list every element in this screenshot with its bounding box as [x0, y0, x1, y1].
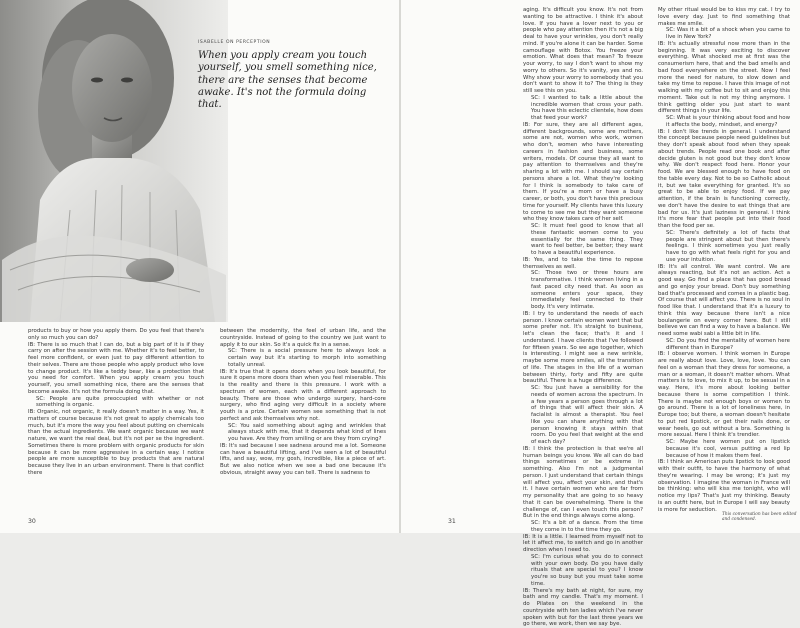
paragraph: IB: I don't like trends in general. I understand the concept because people need guidelines but they don't speak about food when they speak about trends. People read one book and after decide gluten is not good but they don't know why. We don't respect food here. Honor your food. We are blessed enough to have food on the table every day. Not to be so Catholic about it, but we take everything for granted. It's so great to be able to enjoy food. If we pay attention, if the brain is functioning correctly, we don't have the desire to eat things that are bad for us. It's just laziness in general. I think it's more fear that people put into their food than the food per se.	[658, 129, 790, 230]
paragraph: IB: I observe women. I think women in Europe are really about love. Love, love, love. You can feel on a woman that they dress for someone, a man or a woman, it doesn't matter whom. What matters is to love, to mix it up, to be sexual in a way. Here, it's more about looking better because there is some competition I think. There is maybe not enough boys or women to go around. There is a lot of loneliness here, in Europe too; but there, a woman doesn't hesitate to put red lipstick, or get their nails done, or wear heels, go out without a bra. Something is more sexual. Here I think it's trendier.	[658, 351, 790, 439]
portrait-photo	[0, 0, 228, 322]
text-column-right-2	[658, 7, 790, 513]
paragraph: IB: I think the protection is that we're all human beings you know. We all can do bad things sometimes or be extreme in something. Also I'm not a judgmental person. I just understand that certain things will affect you, affect your skin, and that's it. I have certain women who are far from my personality that are going to so heavy that it can be overwhelming. There is the challenge of, can I even touch this person? But in the end things always come along.	[523, 446, 643, 520]
paragraph: SC: You said something about aging and wrinkles that always stuck with me, that it depends what kind of lines you have. Are they from smiling or are they from crying?	[220, 423, 386, 443]
paragraph: SC: It's a bit of a dance. From the time they come in to the time they go.	[523, 520, 643, 534]
paragraph: IB: I try to understand the needs of each person. I know certain women want that but some prefer not. It's straight to business, let's clean the face; that's it and I understand. I have clients that I've followed for fifteen years. So we age together, which is interesting. I might see a new wrinkle, maybe some more smiles, all the transition of life. The stages in the life of a woman between thirty, forty and fifty are quite beautiful. There is a huge difference.	[523, 311, 643, 385]
paragraph: between the modernity, the feel of urban life, and the countryside. Instead of going to the country we just want to apply it to our skin. So it's a quick fix in a sense.	[220, 328, 386, 348]
paragraph: products to buy or how you apply them. Do you feel that there's only so much you can do?	[28, 328, 204, 342]
editor-note: This conversation has been edited and condensed.	[722, 512, 800, 522]
paragraph: SC: There's definitely a lot of facts that people are stringent about but then there's feelings. I think sometimes you just really have to go with what feels right for you and use your intuition.	[658, 230, 790, 264]
paragraph: SC: Was it a bit of a shock when you came to live in New York?	[658, 27, 790, 41]
paragraph: SC: Maybe here women put on lipstick because it's cool, versus putting a red lip because of how it makes them feel.	[658, 439, 790, 459]
page-number-right: 31	[448, 518, 456, 525]
paragraph: SC: You just have a sensibility for the needs of women across the spectrum. In a few years a person goes through a lot of things that will affect their skin. A facialist is almost a therapist. You feel like you can share anything with that person knowing it stays within that room. Do you feel that weight at the end of each day?	[523, 385, 643, 446]
text-column-right-1	[523, 7, 643, 628]
paragraph: IB: For sure, they are all different ages, different backgrounds, some are mothers, some are not, women who work, women who don't, women who have interesting careers in fashion and business, some writers, models. Of course they all want to pay attention to themselves and they're sharing a lot with me. I should say certain persons share a lot. What they're looking for I think is somebody to take care of them. If you're a mom or have a busy career, or both, you don't have this precious time for yourself. My clients have this luxury to come to see me but they want someone who they know takes care of her self.	[523, 122, 643, 223]
portrait-illustration	[0, 0, 228, 322]
left-page	[0, 0, 399, 533]
paragraph: IB: There is so much that I can do, but a big part of it is if they carry on after the session with me. Whether it's to feel better, to feel more confident, or even just to pay different attention to their selves. There are those people who apply product who love to change product. It's like a teddy bear, like a protection that you need for comfort. When you apply cream you touch yourself, you smell something nice, there are the senses that become awake. It's not the formula doing that.	[28, 342, 204, 396]
paragraph: IB: Yes, and to take the time to repose themselves as well.	[523, 257, 643, 271]
article-credit: ISABELLE ON PERCEPTION	[198, 40, 270, 45]
paragraph: IB: Organic, not organic, it really doesn't matter in a way. Yes, it matters of course because it's not great to apply chemicals too much, but it's more the way you feel about putting on chemicals than the actual ingredients. We want organic because we want nature, we want the real deal, but it's not per se the ingredient. Sometimes there is more problem with organic products for skin because it can be more aggressive in a certain way. I notice people are more susceptible to buy products that are natural because they live in an urban environment. There is that conflict there	[28, 409, 204, 477]
paragraph: SC: Those two or three hours are transformative. I think women living in a fast paced city need that. As soon as someone enters your space, they immediately feel connected to their body. It's very intimate.	[523, 270, 643, 311]
paragraph: SC: I wanted to talk a little about the incredible women that cross your path. You have this eclectic clientele, how does that feed your work?	[523, 95, 643, 122]
paragraph: IB: It is a little. I learned from myself not to let it affect me, to switch and go in another direction when I need to.	[523, 534, 643, 554]
page-number-left: 30	[28, 518, 36, 525]
paragraph: SC: What is your thinking about food and how it affects the body, mindset, and energy?	[658, 115, 790, 129]
text-column-left-1	[28, 328, 204, 477]
text-column-left-2	[220, 328, 386, 477]
paragraph: SC: There is a social pressure here to always look a certain way but it's starting to morph into something totally unreal.	[220, 348, 386, 368]
paragraph: IB: It's true that it opens doors when you look beautiful, for sure it opens more doors than when you feel miserable. This is the reality and there is this pressure. I work with a spectrum of women, each with a different approach to beauty. There are those who undergo surgery, hard-core surgery, who find aging very difficult in a society where youth is a prize. Certain women see something that is not perfect and ask themselves why not.	[220, 369, 386, 423]
paragraph: IB: I think an American puts lipstick to look good with their outfit, to have the harmony of what they're wearing. I may be wrong; it's just my observation. I imagine the woman in France will be thinking: who will kiss me tonight, who will notice my lips? That's just my thinking. Beauty is an outfit here, but in Europe I will say beauty is more for seduction.	[658, 459, 790, 513]
paragraph: SC: Do you find the mentality of women here different than in Europe?	[658, 338, 790, 352]
paragraph: SC: It must feel good to know that all these fantastic women come to you essentially for the same thing. They want to feel better, be better; they want to have a beautiful experience.	[523, 223, 643, 257]
paragraph: IB: It's all control. We want control. We are always reacting, but it's not an action. Act a good way. Go find a place that has good bread and go enjoy your bread. Don't buy something bad that's processed and comes in a plastic bag. Of course that will affect you. There is no soul in food like that. I understand that it's a luxury to think this way because there isn't a nice boulangerie on every corner here. But I still believe we can find a way to have a balance. We need some wabi sabi a little bit in life.	[658, 264, 790, 338]
paragraph: My other ritual would be to kiss my cat. I try to love every day. Just to find something that makes me smile.	[658, 7, 790, 27]
paragraph: IB: It's actually stressful now more than in the beginning. It was very exciting to discover everything. What shocked me at first was the consumerism here, that and the bad smells and bad food everywhere on the street. Now I feel more the need for nature, to slow down and take my time to repose. I have this image of not walking with my coffee but to sit and enjoy this moment. Take out is not my thing anymore. I think getting older you just start to want different things in your life.	[658, 41, 790, 115]
paragraph: SC: I'm curious what you do to connect with your own body. Do you have daily rituals that are special to you? I know you're so busy but you must take some time.	[523, 554, 643, 588]
pull-quote: When you apply cream you touch yourself, you smell something nice, there are the senses that become awake. It's not the formula doing that.	[198, 50, 388, 111]
paragraph: SC: People are quite preoccupied with whether or not something is organic.	[28, 396, 204, 410]
paragraph: IB: It's sad because I see sadness around me a lot. Someone can have a beautiful lifting, and I've seen a lot of beautiful lifts, and say, wow, my gosh, incredible, like a piece of art. But we also notice when we see a bad one because it's obvious, straight away you can tell. There is sadness to	[220, 443, 386, 477]
paragraph: aging. It's difficult you know. It's not from wanting to be attractive. I think it's about love. If you have a lover next to you or people who pay attention then it's not a big deal to have your wrinkles, you don't really mind. If you're alone it can be harder. Some camouflage with Botox. You freeze your emotion. What does that mean? To freeze your worry, to say I don't want to show my worry to others. So it's vanity, yes and no. Why show your worry to somebody that you don't want to show it to? The thing is they still see this on you.	[523, 7, 643, 95]
paragraph: IB: There's my bath at night, for sure, my bath and my candle. That's my moment. I do Pilates on the weekend in the countryside with ten ladies which I've never spoken with but for the last three years we go there, we work, then we say bye.	[523, 588, 643, 628]
